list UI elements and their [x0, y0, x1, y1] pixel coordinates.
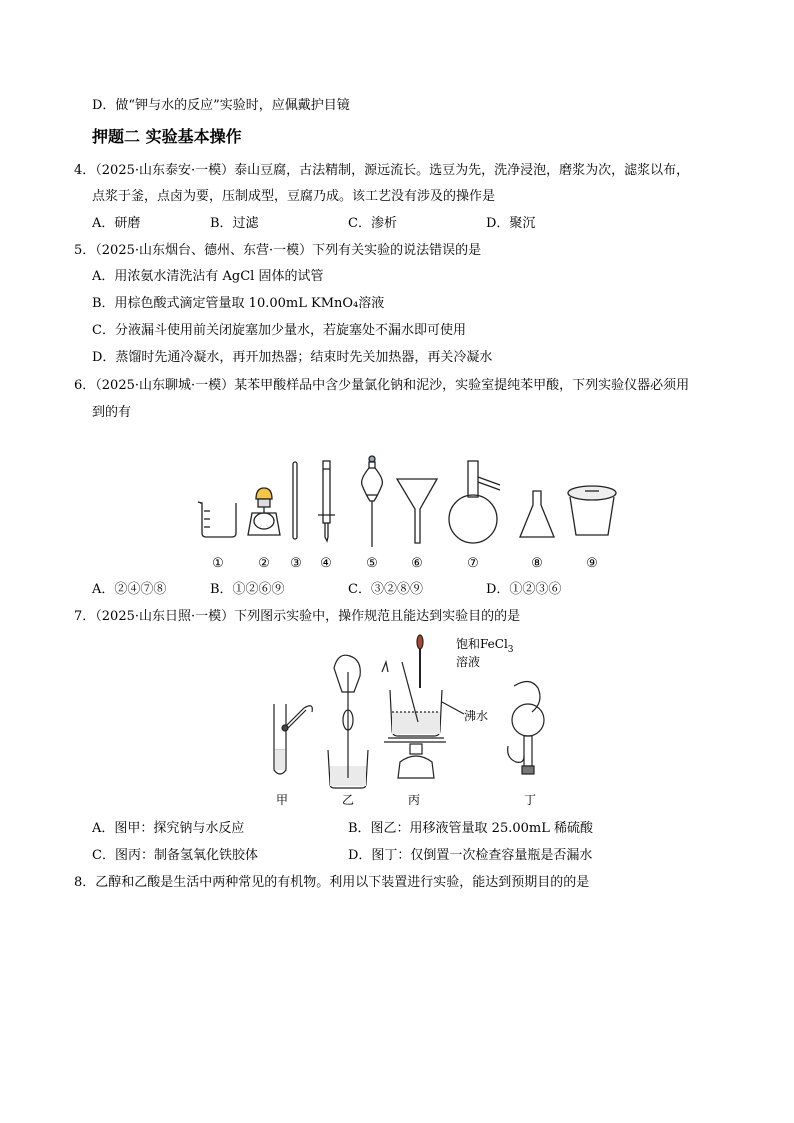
distillation-flask-icon [449, 461, 500, 543]
apparatus-label-8: ⑧ [531, 556, 543, 571]
question4-option-c: C．渗析 [348, 216, 397, 231]
question7-stem: 7．（2025·山东日照·一模）下列图示实验中，操作规范且能达到实验目的的是 [74, 609, 521, 624]
label-solution: 溶液 [456, 655, 481, 669]
apparatus-label-1: ① [212, 556, 224, 571]
question6-stem-line1: 6．（2025·山东聊城·一模）某苯甲酸样品中含少量氯化钠和泥沙，实验室提纯苯甲酸，下列实验仪器必须用 [74, 378, 690, 393]
label-boiling-water: 沸水 [464, 709, 489, 723]
apparatus-label-3: ③ [290, 556, 302, 571]
test-tube-icon [274, 704, 312, 774]
section-heading: 押题二 实验基本操作 [92, 127, 242, 146]
apparatus-label-7: ⑦ [467, 556, 479, 571]
figure-label-jia: 甲 [275, 793, 289, 807]
apparatus-figure [190, 455, 630, 573]
figure-label-ding: 丁 [523, 793, 537, 807]
apparatus-label-5: ⑤ [366, 556, 378, 571]
apparatus-label-4: ④ [320, 556, 332, 571]
question6-option-b: B．①②⑥⑨ [210, 582, 285, 597]
glass-rod-icon [293, 462, 297, 539]
figure-label-yi: 乙 [341, 793, 355, 807]
apparatus-label-9: ⑨ [586, 556, 598, 571]
question7-option-d: D．图丁：仅倒置一次检查容量瓶是否漏水 [348, 848, 593, 863]
separatory-funnel-icon [362, 456, 383, 547]
question5-option-d: D．蒸馏时先通冷凝水，再开加热器；结束时先关加热器，再关冷凝水 [92, 350, 493, 365]
question4-option-b: B．过滤 [210, 216, 259, 231]
apparatus-label-6: ⑥ [411, 556, 423, 571]
label-saturated-fecl3: 饱和FeCl$_3$ [456, 637, 514, 655]
question4-stem-line2: 点浆于釜，点卤为要，压制成型，豆腐乃成。该工艺没有涉及的操作是 [92, 189, 496, 204]
question4-stem-line1: 4．（2025·山东泰安·一模）泰山豆腐，古法精制，源远流长。选豆为先，洗净浸泡，磨浆为次，滤浆以布， [74, 163, 690, 178]
figure-label-bing: 丙 [407, 793, 421, 807]
question5-stem: 5．（2025·山东烟台、德州、东营·一模）下列有关实验的说法错误的是 [74, 243, 482, 258]
question5-option-b: B．用棕色酸式滴定管量取 10.00mL KMnO₄溶液 [92, 296, 385, 311]
question6-stem-line2: 到的有 [92, 405, 132, 420]
crucible-icon [568, 486, 616, 535]
question3-option-d: D．做“钾与水的反应”实验时，应佩戴护目镜 [92, 98, 350, 113]
question6-option-c: C．③②⑧⑨ [348, 582, 423, 597]
question8-stem: 8．乙醇和乙酸是生活中两种常见的有机物。利用以下装置进行实验，能达到预期目的的是 [74, 875, 590, 890]
question7-option-c: C．图丙：制备氢氧化铁胶体 [92, 848, 258, 863]
question6-option-a: A．②④⑦⑧ [92, 582, 167, 597]
alcohol-lamp-icon [248, 488, 280, 535]
experiment-figure [268, 632, 568, 812]
question4-option-d: D．聚沉 [486, 216, 536, 231]
burette-icon [318, 461, 335, 541]
question5-option-c: C．分液漏斗使用前关闭旋塞加少量水，若旋塞处不漏水即可使用 [92, 323, 466, 338]
question4-option-a: A．研磨 [92, 216, 141, 231]
question5-option-a: A．用浓氨水清洗沾有 AgCl 固体的试管 [92, 269, 324, 284]
colloid-setup-icon [382, 635, 464, 778]
apparatus-label-2: ② [258, 556, 270, 571]
conical-flask-icon [520, 491, 554, 537]
question7-option-b: B．图乙：用移液管量取 25.00mL 稀硫酸 [348, 821, 593, 836]
funnel-icon [397, 479, 437, 543]
pipette-beaker-icon [328, 655, 368, 788]
volumetric-flask-icon [508, 681, 544, 774]
question6-option-d: D．①②③⑥ [486, 582, 562, 597]
beaker-icon [198, 502, 236, 537]
question7-option-a: A．图甲：探究钠与水反应 [92, 821, 245, 836]
